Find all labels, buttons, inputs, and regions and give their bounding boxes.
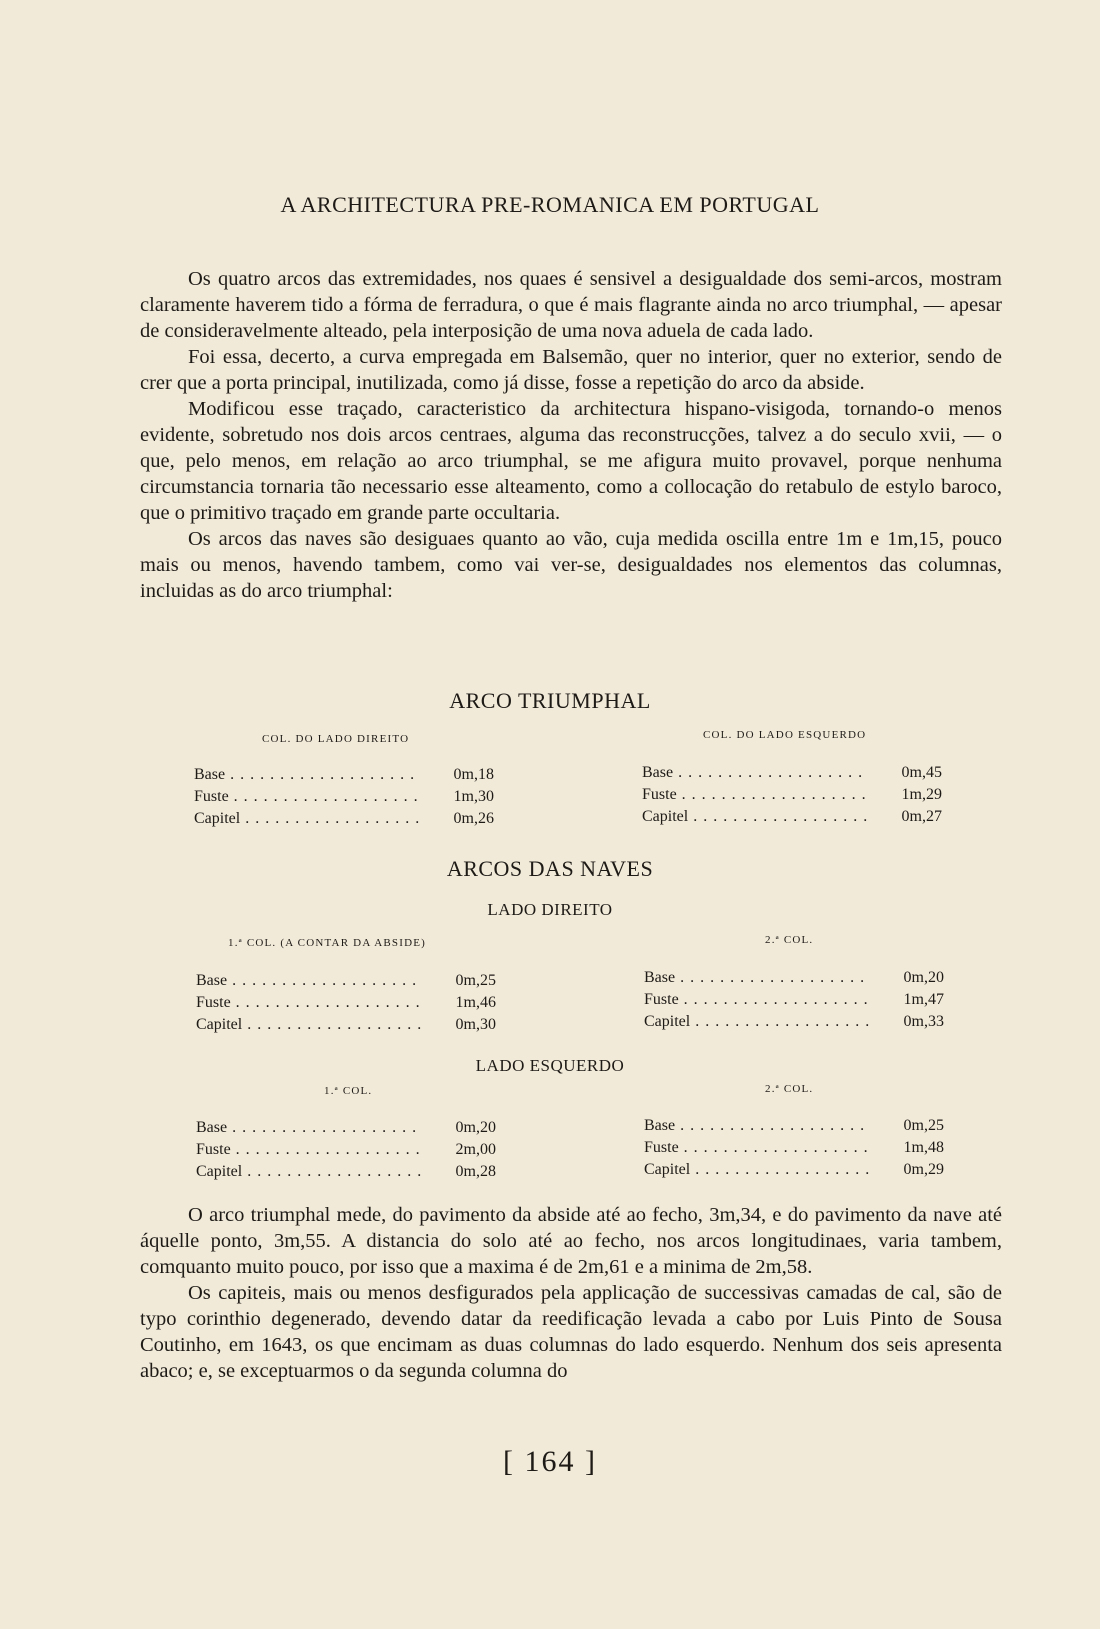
table-row: [644, 1159, 944, 1181]
column-header: 2.ª COL.: [765, 934, 814, 946]
paragraph: Os arcos das naves são desiguaes quanto ao vão, cuja medida oscilla entre 1m e 1m,15, pouco mais ou menos, havendo tambem, como vai ver-se, desigualdades nos elementos das columnas, incluidas as do arco triumphal:: [140, 528, 1002, 602]
paragraph: Os capiteis, mais ou menos desfigurados pela applicação de successivas camadas de cal, são de typo corinthio degenerado, devendo datar da reedificação levada a cabo por Luis Pinto de Sousa Coutinho, em 1643, os que encimam as duas columnas do lado esquerdo. Nenhum dos seis apresenta abaco; e, se exceptuarmos o da segunda columna do: [140, 1282, 1002, 1382]
body-text-bottom: [140, 1202, 1002, 1384]
paragraph: O arco triumphal mede, do pavimento da abside até ao fecho, 3m,34, e do pavimento da nave até áquelle ponto, 3m,55. A distancia do solo até ao fecho, nos arcos longitudinaes, varia tambem, comquanto muito pouco, por isso que a maxima é de 2m,61 e a minima de 2m,58.: [140, 1204, 1002, 1278]
table-row: [194, 808, 494, 830]
row-label: Base . . .: [644, 967, 870, 989]
row-value: 2m,00: [455, 1141, 496, 1158]
row-label: Fuste . . .: [196, 992, 422, 1014]
table-row: [644, 1011, 944, 1033]
body-text-top: [140, 266, 1002, 604]
section-title-arcos-naves: ARCOS DAS NAVES: [446, 856, 654, 881]
row-value: 1m,47: [903, 991, 944, 1008]
table-row: [642, 784, 942, 806]
row-value: 0m,20: [455, 1119, 496, 1136]
measure-table: [196, 970, 496, 1036]
table-row: [196, 1161, 496, 1183]
row-label: Capitel . . .: [644, 1011, 870, 1033]
row-value: 1m,46: [455, 994, 496, 1011]
row-value: 1m,48: [903, 1139, 944, 1156]
row-label: Base . . .: [642, 762, 868, 784]
table-row: [644, 989, 944, 1011]
paragraph: Foi essa, decerto, a curva empregada em Balsemão, quer no interior, quer no exterior, sendo de crer que a porta principal, inutilizada, como já disse, fosse a repetição do arco da abside.: [140, 346, 1002, 394]
measure-table: [642, 762, 942, 828]
section-title-arco-triumphal: ARCO TRIUMPHAL: [449, 688, 651, 713]
row-label: Fuste . . .: [642, 784, 868, 806]
row-value: 0m,28: [455, 1163, 496, 1180]
table-row: [194, 786, 494, 808]
column-header: 1.ª COL. (A CONTAR DA ABSIDE): [228, 937, 426, 949]
row-value: 0m,29: [903, 1161, 944, 1178]
column-header: 2.ª COL.: [765, 1083, 814, 1095]
page-number: [ 164 ]: [503, 1445, 597, 1478]
row-value: 0m,25: [455, 972, 496, 989]
running-head: A ARCHITECTURA PRE-ROMANICA EM PORTUGAL: [280, 192, 820, 217]
measure-table: [196, 1117, 496, 1183]
row-value: 1m,30: [453, 788, 494, 805]
row-label: Base . . .: [196, 1117, 422, 1139]
column-header: COL. DO LADO ESQUERDO: [703, 729, 867, 741]
row-value: 0m,26: [453, 810, 494, 827]
table-row: [644, 1115, 944, 1137]
table-row: [642, 762, 942, 784]
row-value: 0m,30: [455, 1016, 496, 1033]
row-label: Base . . .: [194, 764, 420, 786]
table-row: [196, 992, 496, 1014]
row-value: 0m,27: [901, 808, 942, 825]
column-header: COL. DO LADO DIREITO: [262, 733, 410, 745]
subsection-title-lado-esquerdo: LADO ESQUERDO: [475, 1056, 625, 1075]
paragraph: Modificou esse traçado, caracteristico da architectura hispano-visigoda, tornando-o menos evidente, sobretudo nos dois arcos centraes, alguma das reconstrucções, talvez a do seculo xvii, — o que, pelo menos, em relação ao arco triumphal, se me afigura muito provavel, porque nenhuma circumstancia tornaria tão necessario esse alteamento, como a collocação do retabulo de estylo baroco, que o primitivo traçado em grande parte occultaria.: [140, 398, 1002, 524]
measure-table: [644, 967, 944, 1033]
row-label: Fuste . . .: [194, 786, 420, 808]
table-row: [644, 967, 944, 989]
table-row: [196, 1014, 496, 1036]
row-label: Capitel . . .: [642, 806, 868, 828]
row-value: 0m,20: [903, 969, 944, 986]
row-value: 0m,33: [903, 1013, 944, 1030]
table-row: [196, 1139, 496, 1161]
measure-table: [194, 764, 494, 830]
row-label: Base . . .: [196, 970, 422, 992]
row-label: Capitel . . .: [194, 808, 420, 830]
table-row: [642, 806, 942, 828]
row-label: Fuste . . .: [196, 1139, 422, 1161]
table-row: [194, 764, 494, 786]
row-value: 1m,29: [901, 786, 942, 803]
row-label: Fuste . . .: [644, 1137, 870, 1159]
row-value: 0m,45: [901, 764, 942, 781]
paragraph: Os quatro arcos das extremidades, nos quaes é sensivel a desigualdade dos semi-arcos, mostram claramente haverem tido a fórma de ferradura, o que é mais flagrante ainda no arco triumphal, — apesar de consideravelmente alteado, pela interposição de uma nova aduela de cada lado.: [140, 268, 1002, 342]
row-value: 0m,18: [453, 766, 494, 783]
measure-table: [644, 1115, 944, 1181]
row-label: Capitel . . .: [644, 1159, 870, 1181]
row-label: Capitel . . .: [196, 1161, 422, 1183]
row-label: Capitel . . .: [196, 1014, 422, 1036]
column-header: 1.ª COL.: [324, 1085, 373, 1097]
row-label: Fuste . . .: [644, 989, 870, 1011]
subsection-title-lado-direito: LADO DIREITO: [487, 900, 613, 919]
table-row: [644, 1137, 944, 1159]
table-row: [196, 1117, 496, 1139]
row-label: Base . . .: [644, 1115, 870, 1137]
row-value: 0m,25: [903, 1117, 944, 1134]
table-row: [196, 970, 496, 992]
